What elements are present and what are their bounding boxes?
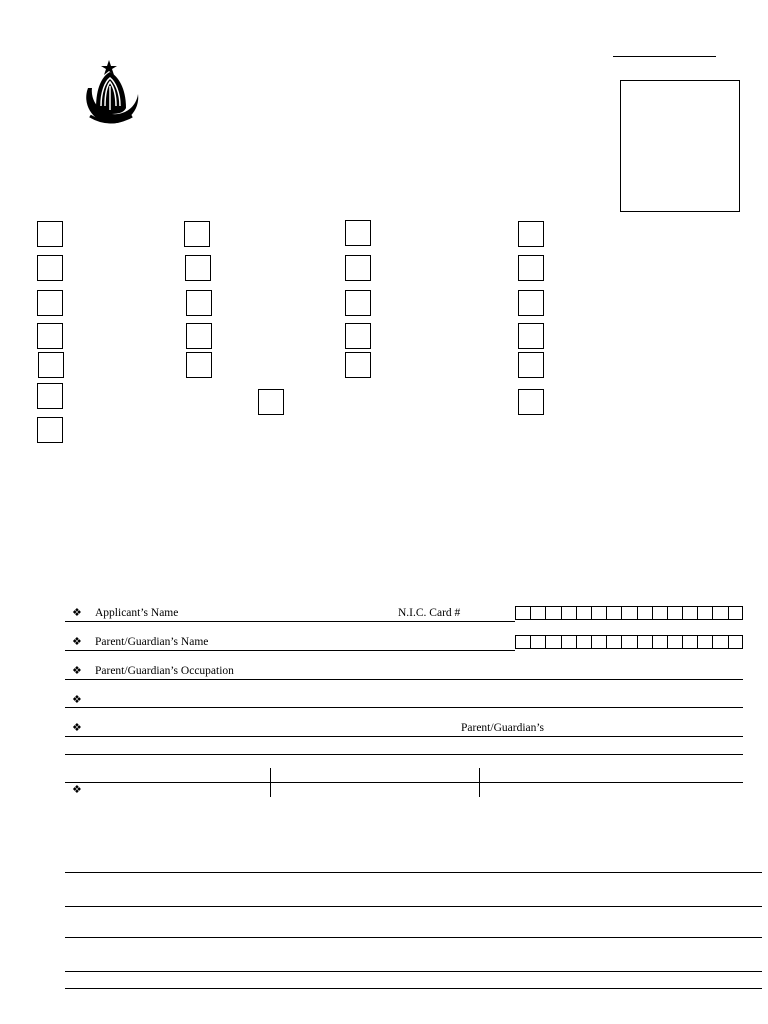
nic-card-label: N.I.C. Card # bbox=[398, 607, 461, 619]
checkbox[interactable] bbox=[518, 290, 544, 316]
nic-digit-cell[interactable] bbox=[728, 635, 743, 649]
checkbox[interactable] bbox=[186, 352, 212, 378]
bullet-icon: ❖ bbox=[72, 722, 82, 734]
table-header-line bbox=[65, 782, 743, 783]
checkbox[interactable] bbox=[37, 323, 63, 349]
form-field-line[interactable] bbox=[65, 872, 762, 873]
nic-digit-cell[interactable] bbox=[697, 606, 712, 620]
bullet-icon: ❖ bbox=[72, 694, 82, 706]
nic-digit-cell[interactable] bbox=[712, 606, 727, 620]
nic-digit-cell[interactable] bbox=[606, 635, 621, 649]
checkbox[interactable] bbox=[518, 323, 544, 349]
nic-digit-cell[interactable] bbox=[530, 606, 545, 620]
nic-digit-cell[interactable] bbox=[545, 635, 560, 649]
nic-digit-cell[interactable] bbox=[728, 606, 743, 620]
nic-digit-cell[interactable] bbox=[561, 635, 576, 649]
nic-digit-cell[interactable] bbox=[682, 635, 697, 649]
form-field-line[interactable] bbox=[65, 988, 762, 989]
bullet-icon: ❖ bbox=[72, 607, 82, 619]
form-number-line[interactable] bbox=[613, 56, 716, 57]
checkbox[interactable] bbox=[345, 323, 371, 349]
applicant-name-field[interactable] bbox=[65, 621, 515, 622]
parent-nic-grid[interactable] bbox=[515, 635, 743, 649]
nic-digit-cell[interactable] bbox=[621, 635, 636, 649]
column-divider bbox=[479, 768, 480, 797]
checkbox[interactable] bbox=[37, 290, 63, 316]
checkbox[interactable] bbox=[185, 255, 211, 281]
nic-digit-cell[interactable] bbox=[667, 606, 682, 620]
form-field-line[interactable] bbox=[65, 971, 762, 972]
checkbox[interactable] bbox=[518, 221, 544, 247]
checkbox[interactable] bbox=[186, 290, 212, 316]
nic-digit-cell[interactable] bbox=[545, 606, 560, 620]
checkbox[interactable] bbox=[345, 352, 371, 378]
checkbox[interactable] bbox=[518, 352, 544, 378]
checkbox[interactable] bbox=[186, 323, 212, 349]
checkbox[interactable] bbox=[37, 255, 63, 281]
applicant-name-label: Applicant’s Name bbox=[95, 607, 179, 619]
form-field-line[interactable] bbox=[65, 707, 743, 708]
form-field-line[interactable] bbox=[65, 754, 743, 755]
nic-digit-cell[interactable] bbox=[652, 606, 667, 620]
nic-digit-cell[interactable] bbox=[591, 606, 606, 620]
nic-digit-cell[interactable] bbox=[515, 606, 530, 620]
nic-digit-cell[interactable] bbox=[530, 635, 545, 649]
checkbox[interactable] bbox=[184, 221, 210, 247]
photo-box[interactable] bbox=[620, 80, 740, 212]
nic-digit-cell[interactable] bbox=[682, 606, 697, 620]
checkbox[interactable] bbox=[345, 255, 371, 281]
nic-digit-cell[interactable] bbox=[561, 606, 576, 620]
form-field-line[interactable] bbox=[65, 937, 762, 938]
parent-occupation-field[interactable] bbox=[65, 679, 743, 680]
checkbox[interactable] bbox=[345, 290, 371, 316]
parent-name-label: Parent/Guardian’s Name bbox=[95, 636, 209, 648]
checkbox[interactable] bbox=[37, 383, 63, 409]
checkbox[interactable] bbox=[258, 389, 284, 415]
form-field-line[interactable] bbox=[65, 736, 743, 737]
nic-digit-cell[interactable] bbox=[576, 606, 591, 620]
form-field-line[interactable] bbox=[65, 906, 762, 907]
bullet-icon: ❖ bbox=[72, 636, 82, 648]
parent-name-field[interactable] bbox=[65, 650, 515, 651]
nic-digit-cell[interactable] bbox=[667, 635, 682, 649]
applicant-nic-grid[interactable] bbox=[515, 606, 743, 620]
checkbox[interactable] bbox=[37, 221, 63, 247]
nic-digit-cell[interactable] bbox=[576, 635, 591, 649]
checkbox[interactable] bbox=[38, 352, 64, 378]
nic-digit-cell[interactable] bbox=[621, 606, 636, 620]
nic-digit-cell[interactable] bbox=[515, 635, 530, 649]
nic-digit-cell[interactable] bbox=[591, 635, 606, 649]
nic-digit-cell[interactable] bbox=[606, 606, 621, 620]
parent-guardians-label: Parent/Guardian’s bbox=[461, 722, 545, 734]
institution-logo bbox=[76, 58, 146, 134]
bullet-icon: ❖ bbox=[72, 784, 82, 796]
nic-digit-cell[interactable] bbox=[637, 606, 652, 620]
column-divider bbox=[270, 768, 271, 797]
nic-digit-cell[interactable] bbox=[637, 635, 652, 649]
crescent-star-logo-icon bbox=[76, 58, 146, 134]
nic-digit-cell[interactable] bbox=[652, 635, 667, 649]
checkbox[interactable] bbox=[518, 389, 544, 415]
parent-occupation-label: Parent/Guardian’s Occupation bbox=[95, 665, 234, 677]
nic-digit-cell[interactable] bbox=[712, 635, 727, 649]
checkbox[interactable] bbox=[518, 255, 544, 281]
checkbox[interactable] bbox=[345, 220, 371, 246]
nic-digit-cell[interactable] bbox=[697, 635, 712, 649]
bullet-icon: ❖ bbox=[72, 665, 82, 677]
checkbox[interactable] bbox=[37, 417, 63, 443]
